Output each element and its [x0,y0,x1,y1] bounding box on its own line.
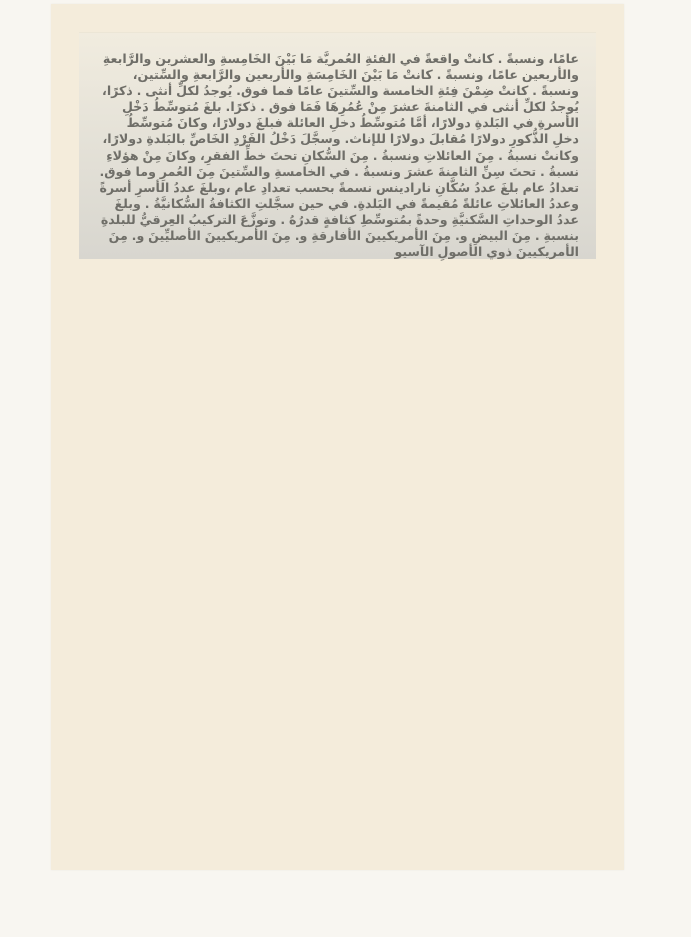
document-page [51,4,624,870]
text-block [79,32,596,259]
body-paragraph: عامًا، ونسبةً . كانتْ واقعةً في الفئةِ العُمريَّة مَا بَيْنَ الخَامِسةِ والعشرين والرَّابعةِ والأربعين عامًا، ونسبةً . كانتْ مَا بَيْنَ الخَامِسَةِ والأربعين والرَّابعةِ والسِّتين، ونسبةً . كانتْ ضِمْنَ فِئةِ الخامسة والسِّتينَ عامًا فما فوق. يُوجدُ لكلِّ أنثى . ذكرًا، يُوجدُ لكلِّ أنثى في الثامنةَ عشرَ مِنْ عُمُرِهَا فَمَا فوق . ذكرًا. بلغَ مُتوسِّطُ دَخْلِ الأسرةِ في البَلدةِ دولارًا، أمَّا مُتوسِّطُ دخلِ العائلة فبلغَ دولارًا، وكانَ مُتوسِّطُ دخلِ الذُّكورِ دولارًا مُقابلَ دولارًا للإناث. وسجَّلَ دَخْلُ الفَرْدِ الخَاصِّ بالبَلدةِ دولارًا، وكانتْ نسبةُ . مِنَ العائلاتِ ونسبةُ . مِنَ السُّكانِ تحتَ خطِّ الفقرِ، وكانَ مِنْ هؤلاءِ نسبةُ . تحتَ سِنِّ الثامنةَ عشرَ ونسبةُ . في الخامسةِ والسِّتينَ مِنَ العُمرِ وما فوق. تعدادُ عام بلغَ عددُ سُكَّانِ نارادينس نسمةً بحسب تعدادِ عام ،وبلغَ عددُ الأسرِ أسرةً وعددُ العائلاتِ عائلةً مُقيمةً في البَلدةِ. في حين سجَّلتِ الكثافةُ السُّكانيَّةُ . وبلغَ عددُ الوحداتِ السَّكنيَّةِ وحدةً بمُتوسِّطِ كثافةٍ قدرُهُ . وتوزَّعَ التركيبُ العِرقيُّ للبلدةِ بنسبةِ . مِنَ البيضِ و. مِنَ الأمريكيينَ الأفارقةِ و. مِنَ الأمريكيينَ الأصليِّينَ و. مِنَ الأمريكيينَ ذوي الأصولِ الآسيو [99,51,579,260]
